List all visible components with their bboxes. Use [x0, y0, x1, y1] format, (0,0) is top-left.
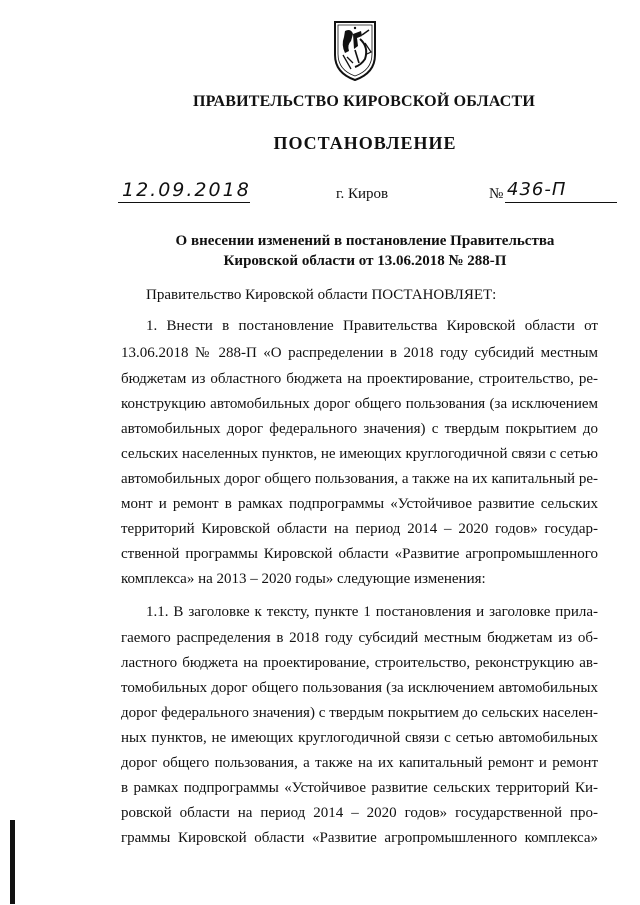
document-type: ПОСТАНОВЛЕНИЕ	[273, 133, 457, 153]
body-line: 13.06.2018 № 288-П «О распределении в 2018 году субсидий местным	[121, 345, 598, 361]
body-line: ровской области на период 2014 – 2020 годов» государственной про-	[121, 805, 598, 821]
body-line: ластного бюджета на проектирование, строительство, реконструкцию ав-	[121, 655, 598, 671]
body-line: конструкцию автомобильных дорог общего пользования (за исключением	[121, 396, 598, 412]
coat-of-arms-icon	[331, 19, 379, 82]
government-title: ПРАВИТЕЛЬСТВО КИРОВСКОЙ ОБЛАСТИ	[192, 93, 536, 110]
body-line: граммы Кировской области «Развитие агропромышленного комплекса»	[121, 830, 598, 846]
body-line: 1.1. В заголовке к тексту, пункте 1 постановления и заголовке прила-	[146, 604, 598, 620]
body-line: комплекса» на 2013 – 2020 годы» следующие изменения:	[121, 571, 486, 587]
scan-edge-mark	[10, 820, 15, 904]
body-line: в рамках подпрограммы «Устойчивое развитие сельских территорий Ки-	[121, 780, 598, 796]
body-line: томобильных дорог общего пользования (за исключением автомобильных	[121, 680, 598, 696]
subject-line: Кировской области от 13.06.2018 № 288-П	[223, 253, 507, 269]
document-date: 12.09.2018	[118, 178, 250, 203]
body-line: Правительство Кировской области ПОСТАНОВЛЯЕТ:	[146, 287, 497, 303]
city-name: г. Киров	[336, 186, 389, 202]
body-line: ственной программы Кировской области «Развитие агропромышленного	[121, 546, 598, 562]
subject-line: О внесении изменений в постановление Правительства	[175, 233, 555, 249]
body-line: автомобильных дорог общего пользования, а также на их капитальный ре-	[121, 471, 598, 487]
body-line: гаемого распределения в 2018 году субсидий местным бюджетам из об-	[121, 630, 598, 646]
document-number: 436-П	[505, 178, 617, 203]
body-line: дорог общего пользования, а также на их капитальный ремонт и ремонт	[121, 755, 598, 771]
body-line: монт и ремонт в рамках подпрограммы «Устойчивое развитие сельских	[121, 496, 598, 512]
body-line: дорог федерального значения) с твердым покрытием до сельских населен-	[121, 705, 598, 721]
body-line: сельских населенных пунктов, не имеющих круглогодичной связи с сетью	[121, 446, 598, 462]
body-line: 1. Внести в постановление Правительства Кировской области от	[146, 318, 598, 334]
body-line: бюджетам из областного бюджета на проектирование, строительство, ре-	[121, 371, 598, 387]
body-line: территорий Кировской области на период 2014 – 2020 годов» государ-	[121, 521, 598, 537]
body-line: ных пунктов, не имеющих круглогодичной связи с сетью автомобильных	[121, 730, 598, 746]
number-sign: №	[489, 186, 504, 202]
document-subject	[0, 231, 640, 271]
body-line: автомобильных дорог федерального значения) с твердым покрытием до	[121, 421, 598, 437]
